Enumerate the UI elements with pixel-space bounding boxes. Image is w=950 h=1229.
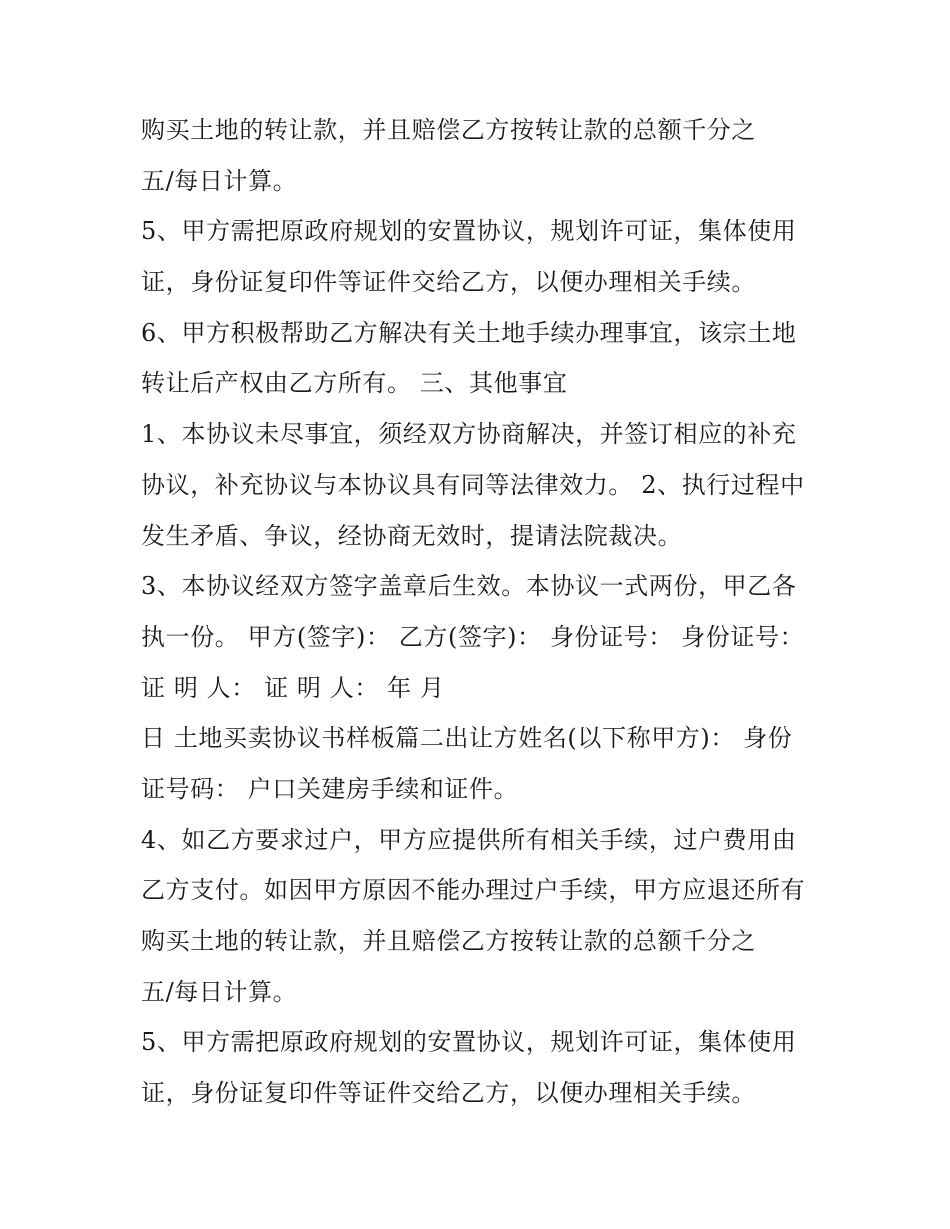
text-line: 发生矛盾、争议，经协商无效时，提请法院裁决。 <box>141 522 683 550</box>
text-line: 日 土地买卖协议书样板篇二出让方姓名(以下称甲方)： 身份 <box>141 724 793 752</box>
text-line: 证，身份证复印件等证件交给乙方，以便办理相关手续。 <box>141 268 756 296</box>
text-line: 执一份。 甲方(签字)： 乙方(签字)： 身份证号： 身份证号： <box>141 623 805 651</box>
text-line: 证 明 人： 证 明 人： 年 月 <box>141 674 445 702</box>
text-line: 协议，补充协议与本协议具有同等法律效力。 2、执行过程中 <box>141 471 805 499</box>
text-line: 3、本协议经双方签字盖章后生效。本协议一式两份，甲乙各 <box>141 572 797 600</box>
text-line: 购买土地的转让款，并且赔偿乙方按转让款的总额千分之 <box>141 116 756 144</box>
text-line: 乙方支付。如因甲方原因不能办理过户手续，甲方应退还所有 <box>141 876 806 904</box>
text-line: 证，身份证复印件等证件交给乙方，以便办理相关手续。 <box>141 1079 756 1107</box>
text-line: 4、如乙方要求过户，甲方应提供所有相关手续，过户费用由 <box>141 826 797 854</box>
text-line: 6、甲方积极帮助乙方解决有关土地手续办理事宜，该宗土地 <box>141 319 797 347</box>
text-line: 1、本协议未尽事宜，须经双方协商解决，并签订相应的补充 <box>141 420 797 448</box>
text-line: 购买土地的转让款，并且赔偿乙方按转让款的总额千分之 <box>141 927 756 955</box>
text-line: 证号码： 户口关建房手续和证件。 <box>141 775 519 803</box>
text-line: 五/每日计算。 <box>141 167 298 195</box>
text-line: 转让后产权由乙方所有。 三、其他事宜 <box>141 369 568 397</box>
text-line: 5、甲方需把原政府规划的安置协议，规划许可证，集体使用 <box>141 1028 797 1056</box>
text-line: 五/每日计算。 <box>141 978 298 1006</box>
text-line: 5、甲方需把原政府规划的安置协议，规划许可证，集体使用 <box>141 217 797 245</box>
